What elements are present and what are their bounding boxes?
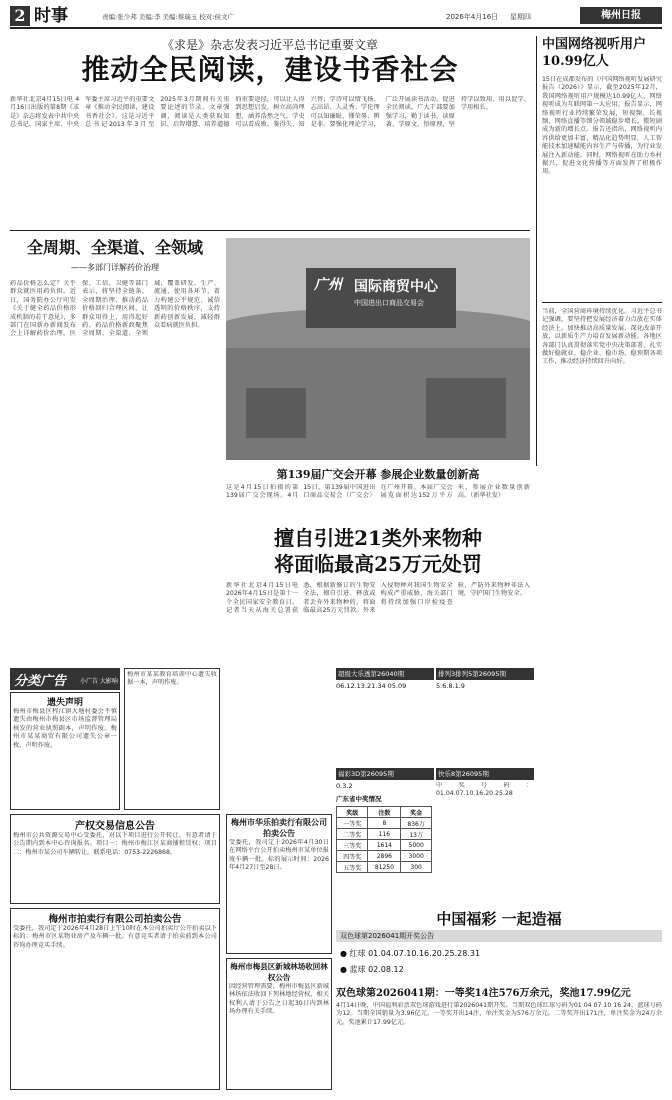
fc3d-title: 福彩3D第26095期 [336,768,434,780]
auction-notice-title: 梅州市拍卖行有限公司拍卖公告 [48,914,182,925]
kl8-numbers: 中奖号码：01.04.07.10.16.20.25.28 [436,782,532,798]
section-title: 时事 [34,6,68,26]
prize-table-header-cell: 注数 [368,807,401,818]
blue-ball-label: 蓝球 [349,965,366,974]
table-cell: 5000 [401,840,432,851]
forest-notice-body: 因经营管理需要，梅州市梅县区新城林场依法收回下列林地经营权，相关权利人请于公告之日起30日内到林场办理有关手续。 [229,983,329,1016]
table-cell: 2896 [368,851,401,862]
blue-ball-numbers: 02.08.12 [368,965,404,974]
lost-notice-2-body: 梅州市某某教育培训中心遗失收据一本，声明作废。 [127,671,217,687]
prize-table-header-cell: 奖级 [337,807,368,818]
photo-caption: 这是4月15日拍摄的第139届广交会现场。4月15日，第139届中国进出口商品交易会（广交会）在广州开幕。本届广交会展览面积达152万平方米，参展企业数量创新高。（新华社发） [226,484,530,500]
pl-title: 排列3排列5第26095期 [436,668,534,680]
prize-table-title: 广东省中奖情况 [336,795,382,803]
red-ball-label: 红球 [349,949,366,958]
issue-date: 2026年4月16日 [446,13,499,21]
forest-notice-title: 梅州市梅县区新城林场收回林权公告 [230,962,328,982]
table-row [337,829,432,840]
page-header [10,6,662,28]
prize-table [336,806,432,873]
table-row [337,818,432,829]
right-column [542,36,662,496]
right-divider [542,302,662,303]
photo-caption-title: 第139届广交会开幕 参展企业数量创新高 [276,468,480,481]
sign-text: 国际商贸中心 [354,279,438,295]
sign-banner: 中国进出口商品交易会 [354,299,424,307]
auction2-notice [226,814,332,954]
article3-body: 新华社北京4月15日电 2026年4月15日是第十一个全民国家安全教育日。记者当天从海关总署获悉，根据新修订的生物安全法，擅自引进、释放或者丢弃外来物种的，将面临最高25万元罚款。外来入侵物种对我国生物安全构成严重威胁，海关部门将持续加强口岸检疫查验，严防外来物种非法入境，守护国门生物安全。 [226,582,530,615]
auction2-notice-title: 梅州市华乐拍卖行有限公司拍卖公告 [231,817,327,838]
table-cell: 116 [368,829,401,840]
fc3d-numbers: 0.3.2 [336,782,353,790]
article2-subhead: ——多部门详解药价治理 [71,263,159,272]
forest-notice [226,958,332,1090]
article3-headline-2: 将面临最高25万元处罚 [274,552,482,576]
table-row [337,851,432,862]
ssq-result-body: 4月14日晚，中国福利彩票双色球游戏进行第2026041期开奖。当期双色球红球号码为01 04 07 10 16 24，蓝球号码为12。当期全国销量为3.96亿元。一等奖开出14注，单注奖金为576万余元。二等奖开出171注，单注奖金为24万余元。奖池累计17.99亿元。 [336,1002,662,1026]
photo-sign [306,268,456,328]
auction-notice-body: 受委托，我司定于2026年4月28日上午10时在本公司拍卖厅公开拍卖以下标的：梅州市区某物业房产及车辆一批。有意竞买者请于拍卖前到本公司咨询办理竞买手续。 [13,925,217,949]
table-cell: 8 [368,818,401,829]
dlt-numbers: 06.12.13.21.34 05.09 [336,682,407,690]
lead-headline: 推动全民阅读，建设书香社会 [81,53,459,86]
right-mid-body: 当前，全国营商环境持续优化。习近平总书记强调，要坚持把发展经济着力点放在实体经济上。加快推动高质量发展，深化改革开放，以新质生产力培育发展新动能。各地区各部门认真贯彻落实党中央决策部署，扎实做好稳就业、稳企业、稳市场、稳预期各项工作，推动经济持续回升向好。 [542,308,662,366]
table-row [337,840,432,851]
lost-notice-1-title: 遗失声明 [46,698,83,708]
red-ball-numbers: 01.04.07.10.16.20.25.28.31 [368,949,481,958]
lottery-results [336,668,532,908]
table-cell: 二等奖 [337,829,368,840]
trade-notice-title: 产权交易信息公告 [75,821,155,832]
blue-ball-icon: ● [340,965,347,974]
table-cell: 13万 [401,829,432,840]
trade-notice [10,814,220,904]
lead-body: 新华社北京4月15日电 4月16日出版的第8期《求是》杂志将发表中共中央总书记、国家主席、中央军委主席习近平的重要文章《推动全民阅读，建设书香社会》。这是习近平总书记2013年3月至2025年3月期间有关重要论述的节录。文章强调，阅读是人类获取知识、启智增慧、培养道德的重要途径，可以让人得到思想启发，树立高尚理想，涵养浩然之气。学史可以看成败、鉴得失、知兴替；学诗可以情飞扬、志高昂、人灵秀；学伦理可以知廉耻、懂荣辱、辨是非。要强化理论学习，广泛开展读书活动，促进全民阅读。广大干部要加强学习，勤于读书，读原著、学原文、悟原理，坚持学以致用、用以促学、学用相长。 [10,96,530,129]
welfare-title: 中国福彩 一起造福 [436,910,562,928]
right-headline: 中国网络视听用户10.99亿人 [542,37,647,69]
article3-headline-1: 擅自引进21类外来物种 [274,526,482,550]
lead-kicker: 《求是》杂志发表习近平总书记重要文章 [161,38,378,52]
masthead-logo: 梅州日报 [580,7,662,24]
red-ball-row [340,948,480,959]
invasive-species-article [226,526,530,662]
dlt-title: 超级大乐透第26040期 [336,668,434,680]
photo-booth-right [426,378,506,438]
article2-headline: 全周期、全渠道、全领域 [26,238,203,257]
table-cell: 3000 [401,851,432,862]
table-cell: 四等奖 [337,851,368,862]
red-ball-icon: ● [340,949,347,958]
divider [10,230,530,231]
table-cell: 一等奖 [337,818,368,829]
issue-weekday: 星期四 [510,13,531,21]
lost-notice-2 [124,668,220,810]
ssq-subtitle: 双色球第2026041期开奖公告 [336,930,662,942]
photo-booth-left [246,388,306,438]
lost-notice-1-body: 梅州市梅县区程江镇大塘村委会不慎遗失由梅州市梅县区市场监督管理局核发的营业执照副本，声明作废。梅州市某某商贸有限公司遗失公章一枚，声明作废。 [13,708,117,749]
classified-title: 分类广告 [14,674,67,689]
cantonfair-photo [226,238,530,460]
classified-banner [10,668,120,690]
header-rule [10,27,662,29]
column-rule [536,36,537,466]
prize-table-header [337,807,432,818]
right-body: 15日在成都发布的《中国网络视听发展研究报告（2026）》显示，截至2025年12月，我国网络视听用户规模达10.99亿人，网络视听成为互联网第一大应用。报告显示，网络视听行业持续繁荣发展，短视频、长视频、网络直播等细分领域稳步增长，微短剧成为新的增长点。报告还指出，网络视听内容供给更加丰富，精品化趋势明显，人工智能技术加速赋能内容生产与传播，为行业发展注入新动能。同时，网络视听在助力乡村振兴、促进文化传播等方面发挥了积极作用。 [542,76,662,176]
lead-article [10,36,530,226]
sign-subtext: 广州 [314,277,342,293]
table-cell: 1614 [368,840,401,851]
auction-notice [10,908,220,1090]
drug-price-article [10,238,220,738]
lost-notice-1 [10,692,120,810]
table-cell: 三等奖 [337,840,368,851]
kl8-title: 快乐8第26095期 [436,768,534,780]
table-cell: 300 [401,862,432,873]
credits: 责编:张少邦 美编:李 美编:蔡瑞玉 校对:侯文广 [102,13,234,21]
page-number: 2 [10,6,30,26]
table-row [337,862,432,873]
prize-table-header-cell: 奖金 [401,807,432,818]
blue-ball-row [340,964,404,975]
classified-sub: 小广告 大影响 [80,678,118,685]
table-cell: 五等奖 [337,862,368,873]
ssq-result-title: 双色球第2026041期：一等奖14注576万余元，奖池17.99亿元 [336,988,631,999]
welfare-lottery-section [336,908,662,1094]
auction2-notice-body: 受委托，我司定于2026年4月30日在网络平台公开拍卖梅州市某单位报废车辆一批。标的展示时间：2026年4月27日至28日。 [229,839,329,872]
pl-numbers: 5.6.8.1.9 [436,682,465,690]
table-cell: 836万 [401,818,432,829]
trade-notice-body: 梅州市公共资源交易中心受委托，对以下项目进行公开转让，有意者请于公告期内到本中心咨询报名。项目一：梅州市梅江区某商铺租赁权；项目二：梅州市某公司车辆转让。联系电话：0753-2226868。 [13,832,217,856]
article2-body: 药品价格怎么定？关乎群众就医用药负担。近日，国务院办公厅印发《关于健全药品价格形成机制的若干意见》，多部门在国新办新闻发布会上详解药价治理。医保、工信、卫健等部门表示，将坚持全链条、全周期治理，推动药品价格回归合理区间，让群众用得上、用得起好药。药品价格新政聚焦全周期、全渠道、全领域，覆盖研发、生产、流通、使用各环节，着力构建公平规范、诚信透明的价格秩序，支持新药创新发展，减轻群众看病就医负担。 [10,280,220,338]
table-cell: 81250 [368,862,401,873]
